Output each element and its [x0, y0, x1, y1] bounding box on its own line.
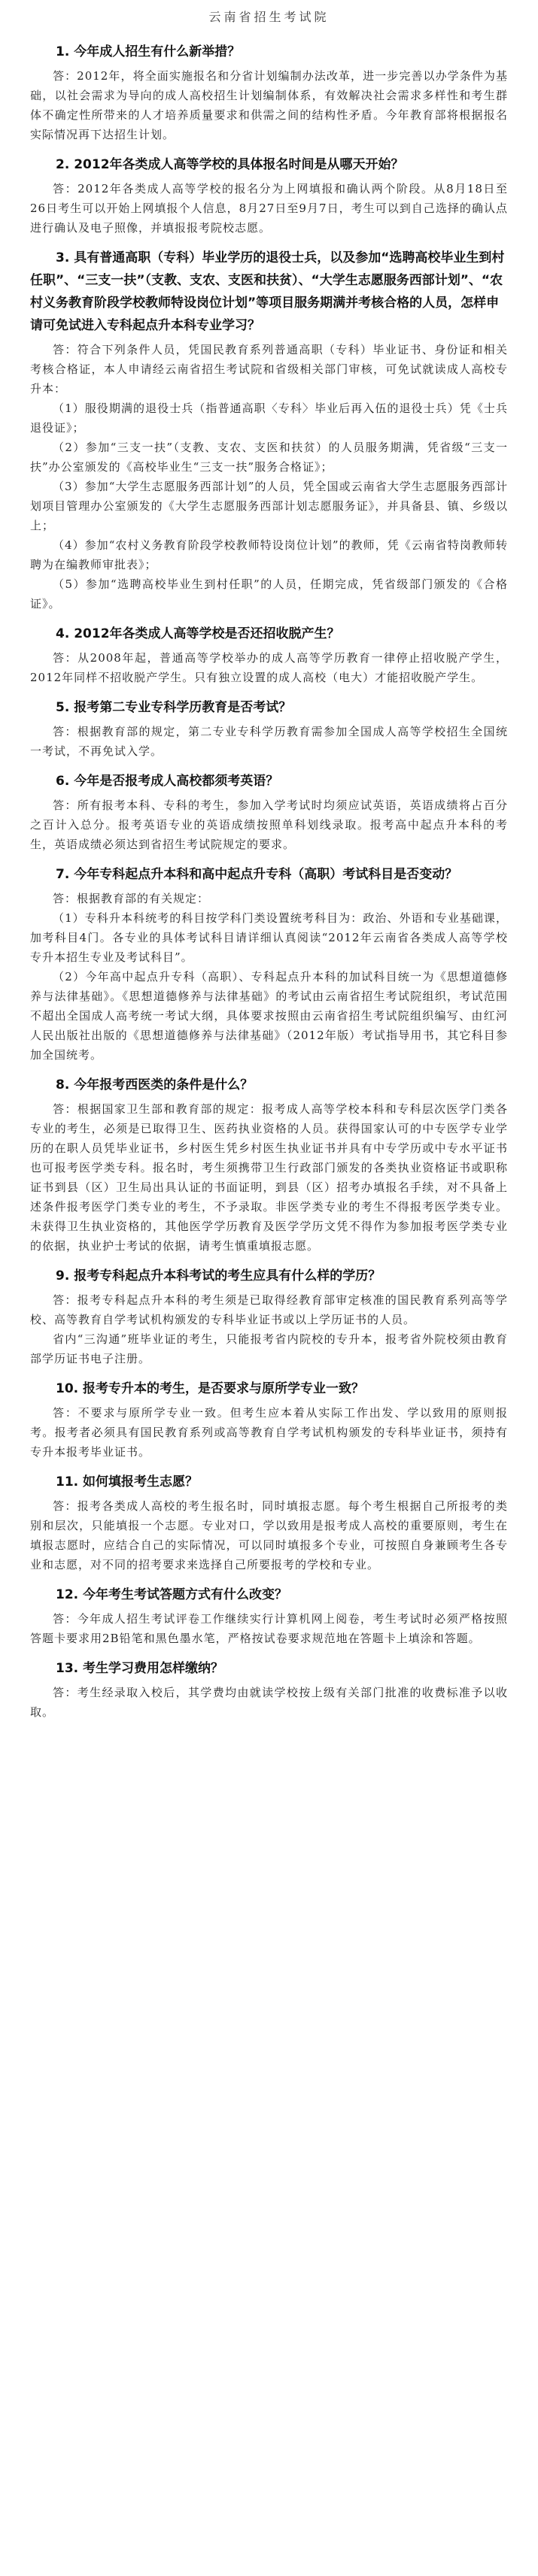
answer-paragraph: 答：根据教育部的规定，第二专业专科学历教育需参加全国成人高等学校招生全国统一考试，不再免试入学。	[30, 725, 508, 758]
document-header: 云南省招生考试院	[208, 10, 330, 24]
question-heading: 6. 今年是否报考成人高校都须考英语？	[56, 774, 279, 789]
qa-section	[30, 153, 508, 238]
question-heading: 1. 今年成人招生有什么新举措？	[56, 44, 241, 59]
answer-paragraph: 答：今年成人招生考试评卷工作继续实行计算机网上阅卷，考生考试时必须严格按照答题卡要求用2B铅笔和黑色墨水笔，严格按试卷要求规范地在答题卡上填涂和答题。	[30, 1612, 508, 1645]
question-heading: 2. 2012年各类成人高等学校的具体报名时间是从哪天开始？	[56, 157, 404, 172]
qa-section	[30, 1583, 508, 1648]
answer-paragraph: 答：考生经录取入校后，其学费均由就读学校按上级有关部门批准的收费标准予以收取。	[30, 1686, 508, 1719]
question-heading: 8. 今年报考西医类的条件是什么？	[56, 1077, 254, 1093]
answer-paragraph: 省内“三沟通”班毕业证的考生，只能报考省内院校的专升本，报考省外院校须由教育部学历证书电子注册。	[30, 1332, 508, 1365]
question-heading: 13. 考生学习费用怎样缴纳？	[56, 1661, 224, 1676]
qa-section	[30, 623, 508, 687]
answer-paragraph: （1）服役期满的退役士兵（指普通高职〈专科〉毕业后再入伍的退役士兵）凭《士兵退役证》；	[30, 402, 508, 435]
qa-section	[30, 41, 508, 144]
qa-section	[30, 1074, 508, 1256]
answer-paragraph: （1）专科升本科统考的科目按学科门类设置统考科目为：政治、外语和专业基础课，加考科目4门。各专业的具体考试科目请详细认真阅读“2012年云南省各类成人高等学校专升本招生专业及考试科目”。	[30, 911, 508, 964]
answer-paragraph: （2）今年高中起点升专科（高职）、专科起点升本科的加试科目统一为《思想道德修养与法律基础》。《思想道德修养与法律基础》的考试由云南省招生考试院组织，考试范围不超出全国成人高考统一考试大纲，具体要求按照由云南省招生考试院组织编写、由红河人民出版社出版的《思想道德修养与法律基础》（2012年版）考试指导用书，其它科目参加全国统考。	[30, 970, 508, 1062]
qa-section	[30, 770, 508, 854]
answer-paragraph: （2）参加“三支一扶”（支教、支农、支医和扶贫）的人员服务期满，凭省级“三支一扶”办公室颁发的《高校毕业生“三支一扶”服务合格证》；	[30, 441, 508, 474]
answer-paragraph: （3）参加“大学生志愿服务西部计划”的人员，凭全国或云南省大学生志愿服务西部计划项目管理办公室颁发的《大学生志愿服务西部计划志愿服务证》，并具备县、镇、乡级以上；	[30, 480, 508, 532]
answer-paragraph: 答：不要求与原所学专业一致。但考生应本着从实际工作出发、学以致用的原则报考。报考者必须具有国民教育系列或高等教育自学考试机构颁发的专科毕业证书，须持有专升本报考毕业证书。	[30, 1406, 508, 1459]
qa-section	[30, 247, 508, 614]
answer-paragraph: （4）参加“农村义务教育阶段学校教师特设岗位计划”的教师，凭《云南省特岗教师转聘为在编教师审批表》；	[30, 538, 508, 571]
question-heading: 5. 报考第二专业专科学历教育是否考试？	[56, 700, 292, 715]
question-heading: 12. 今年考生考试答题方式有什么改变？	[56, 1587, 288, 1602]
answer-paragraph: 答：所有报考本科、专科的考生，参加入学考试时均须应试英语，英语成绩将占百分之百计入总分。报考英语专业的英语成绩按照单科划线录取。报考高中起点升本科的考生，英语成绩必须达到省招生考试院规定的要求。	[30, 799, 508, 851]
answer-paragraph: 答：从2008年起，普通高等学校举办的成人高等学历教育一律停止招收脱产学生，2012年同样不招收脱产学生。只有独立设置的成人高校（电大）才能招收脱产学生。	[30, 651, 508, 684]
qa-section	[30, 696, 508, 761]
answer-paragraph: 答：2012年，将全面实施报名和分省计划编制办法改革，进一步完善以办学条件为基础，以社会需求为导向的成人高校招生计划编制体系，有效解决社会需求多样性和考生群体不确定性所带来的人才培养质量要求和供需之间的结构性矛盾。今年教育部将根据报名实际情况再下达招生计划。	[30, 69, 508, 141]
question-heading: 4. 2012年各类成人高等学校是否还招收脱产生？	[56, 626, 340, 641]
qa-section	[30, 1657, 508, 1722]
question-heading: 11. 如何填报考生志愿？	[56, 1474, 199, 1490]
answer-paragraph: 答：报考专科起点升本科的考生须是已取得经教育部审定核准的国民教育系列高等学校、高等教育自学考试机构颁发的专科毕业证书或以上学历证书的人员。	[30, 1293, 508, 1326]
qa-section	[30, 1265, 508, 1368]
answer-paragraph: 答：根据国家卫生部和教育部的规定：报考成人高等学校本科和专科层次医学门类各专业的考生，必须是已取得卫生、医药执业资格的人员。获得国家认可的中专医学专业学历的在职人员凭毕业证书，乡村医生凭乡村医生执业证书并具有中专学历或中专水平证书也可报考医学类专科。报名时，考生须携带卫生行政部门颁发的各类执业资格证书或职称证书到县（区）卫生局出具认证的书面证明，到县（区）招考办填报名手续，对不具备上述条件报考医学门类专业的考生，不予录取。非医学类专业的考生不得报考医学类专业。未获得卫生执业资格的，其他医学学历教育及医学学历文凭不得作为参加报考医学类专业的依据，执业护士考试的依据，请考生慎重填报志愿。	[30, 1102, 508, 1253]
question-heading: 3. 具有普通高职（专科）毕业学历的退役士兵，以及参加“选聘高校毕业生到村任职”、“三支一扶”（支教、支农、支医和扶贫）、“大学生志愿服务西部计划”、“农村义务教育阶段学校教师特设岗位计划”等项目服务期满并考核合格的人员，怎样申请可免试进入专科起点升本科专业学习？	[30, 250, 505, 333]
answer-paragraph: 答：报考各类成人高校的考生报名时，同时填报志愿。每个考生根据自己所报考的类别和层次，只能填报一个志愿。专业对口，学以致用是报考成人高校的重要原则，考生在填报志愿时，应结合自己的实际情况，可以同时填报多个专业，可按照自身兼顾考生各专业和志愿，对不同的招考要求来选择自己所要报考的学校和专业。	[30, 1499, 508, 1571]
qa-section	[30, 1377, 508, 1462]
qa-section	[30, 1471, 508, 1574]
question-heading: 7. 今年专科起点升本科和高中起点升专科（高职）考试科目是否变动？	[56, 867, 458, 882]
answer-paragraph: 答：符合下列条件人员，凭国民教育系列普通高职（专科）毕业证书、身份证和相关考核合格证，本人申请经云南省招生考试院和省级相关部门审核，可免试就读成人高校专升本：	[30, 343, 508, 395]
answer-paragraph: 答：根据教育部的有关规定：	[53, 892, 210, 905]
question-heading: 9. 报考专科起点升本科考试的考生应具有什么样的学历？	[56, 1268, 381, 1283]
question-heading: 10. 报考专升本的考生，是否要求与原所学专业一致？	[56, 1381, 365, 1396]
qa-section	[30, 863, 508, 1065]
qa-list	[30, 41, 508, 1722]
answer-paragraph: 答：2012年各类成人高等学校的报名分为上网填报和确认两个阶段。从8月18日至26日考生可以开始上网填报个人信息，8月27日至9月7日，考生可以到自己选择的确认点进行确认及电子照像，并填报报考院校志愿。	[30, 182, 508, 235]
answer-paragraph: （5）参加“选聘高校毕业生到村任职”的人员，任期完成，凭省级部门颁发的《合格证》。	[30, 577, 508, 611]
